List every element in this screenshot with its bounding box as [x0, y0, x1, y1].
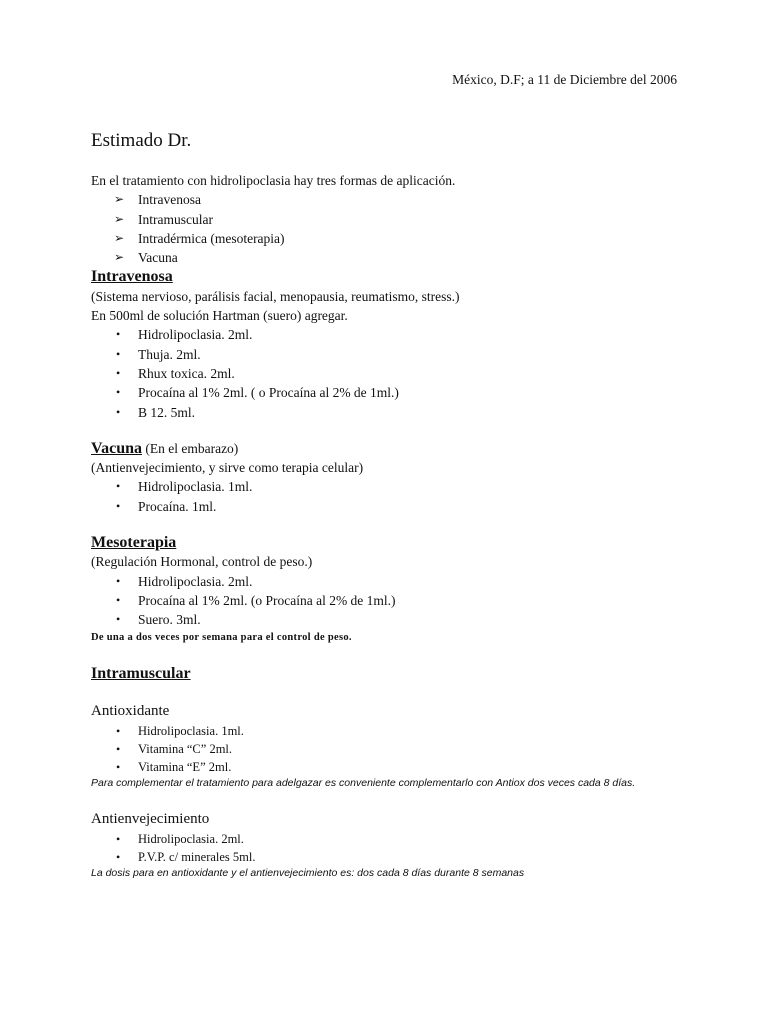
antioxidante-items	[91, 722, 691, 776]
list-item: • B 12. 5ml.	[91, 403, 691, 422]
bullet-icon: •	[116, 365, 121, 380]
bullet-icon: •	[116, 723, 121, 738]
list-item: • Hidrolipoclasia. 1ml.	[116, 723, 244, 738]
antioxidante-note: Para complementar el tratamiento para adelgazar es conveniente complementarlo con Antiox dos veces cada 8 días.	[91, 776, 636, 789]
list-item: • Vitamina “C” 2ml.	[116, 741, 233, 756]
list-item: ➢ Vacuna	[91, 248, 691, 267]
bullet-icon: •	[116, 404, 121, 419]
bullet-icon: •	[116, 759, 121, 774]
arrow-bullet-icon: ➢	[114, 211, 125, 226]
list-item: • P.V.P. c/ minerales 5ml.	[116, 849, 256, 864]
letter-body	[91, 171, 691, 881]
list-item: • Hidrolipoclasia. 2ml.	[116, 831, 244, 846]
list-item: • Rhux toxica. 2ml.	[91, 364, 691, 383]
greeting: Estimado Dr.	[91, 130, 192, 151]
list-item: • Suero. 3ml.	[91, 610, 691, 629]
list-item: • Procaína al 1% 2ml. (o Procaína al 2% de 1ml.)	[91, 591, 691, 610]
bullet-icon: •	[116, 346, 121, 361]
list-item: ➢ Intradérmica (mesoterapia)	[91, 229, 691, 248]
list-item: • Procaína al 1% 2ml. ( o Procaína al 2% de 1ml.)	[91, 383, 691, 402]
section-heading-intramuscular: Intramuscular	[91, 664, 191, 682]
arrow-bullet-icon: ➢	[114, 250, 125, 265]
list-item: • Hidrolipoclasia. 2ml.	[91, 325, 691, 344]
intravenosa-items	[91, 325, 691, 421]
arrow-bullet-icon: ➢	[114, 230, 125, 245]
section-heading-mesoterapia: Mesoterapia	[91, 534, 177, 552]
mesoterapia-note: De una a dos veces por semana para el control de peso.	[91, 631, 352, 643]
list-item: • Vitamina “E” 2ml.	[116, 759, 232, 774]
section-description: (Antienvejecimiento, y sirve como terapia celular)	[91, 460, 364, 476]
bullet-icon: •	[116, 479, 121, 494]
list-item: • Hidrolipoclasia. 2ml.	[91, 572, 691, 591]
mesoterapia-items	[91, 572, 691, 630]
application-forms-list	[91, 190, 691, 267]
section-instruction: En 500ml de solución Hartman (suero) agregar.	[91, 308, 348, 324]
bullet-icon: •	[116, 612, 121, 627]
antienvejecimiento-note: La dosis para en antioxidante y el antienvejecimiento es: dos cada 8 días durante 8 semanas	[91, 866, 525, 879]
bullet-icon: •	[116, 592, 121, 607]
bullet-icon: •	[116, 385, 121, 400]
bullet-icon: •	[116, 327, 121, 342]
vacuna-items	[91, 477, 691, 516]
bullet-icon: •	[116, 831, 121, 846]
bullet-icon: •	[116, 741, 121, 756]
date-line: México, D.F; a 11 de Diciembre del 2006	[452, 72, 677, 87]
list-item: • Hidrolipoclasia. 1ml.	[91, 477, 691, 496]
subsection-heading-antienvejecimiento: Antienvejecimiento	[91, 810, 210, 827]
section-heading-intravenosa: Intravenosa	[91, 268, 173, 286]
arrow-bullet-icon: ➢	[114, 192, 125, 207]
subsection-heading-antioxidante: Antioxidante	[91, 702, 170, 719]
section-description: (Sistema nervioso, parálisis facial, menopausia, reumatismo, stress.)	[91, 288, 460, 304]
list-item: ➢ Intravenosa	[91, 190, 691, 209]
section-description: (Regulación Hormonal, control de peso.)	[91, 554, 313, 570]
bullet-icon: •	[116, 849, 121, 864]
bullet-icon: •	[116, 498, 121, 513]
antienvejecimiento-items	[91, 830, 691, 866]
section-heading-vacuna	[91, 439, 691, 458]
intro-text: En el tratamiento con hidrolipoclasia hay tres formas de aplicación.	[91, 173, 456, 188]
list-item: • Procaína. 1ml.	[91, 497, 691, 516]
list-item: • Thuja. 2ml.	[91, 345, 691, 364]
bullet-icon: •	[116, 573, 121, 588]
section-title: Vacuna	[91, 439, 142, 457]
section-note: (En el embarazo)	[145, 440, 239, 456]
list-item: ➢ Intramuscular	[91, 210, 691, 229]
